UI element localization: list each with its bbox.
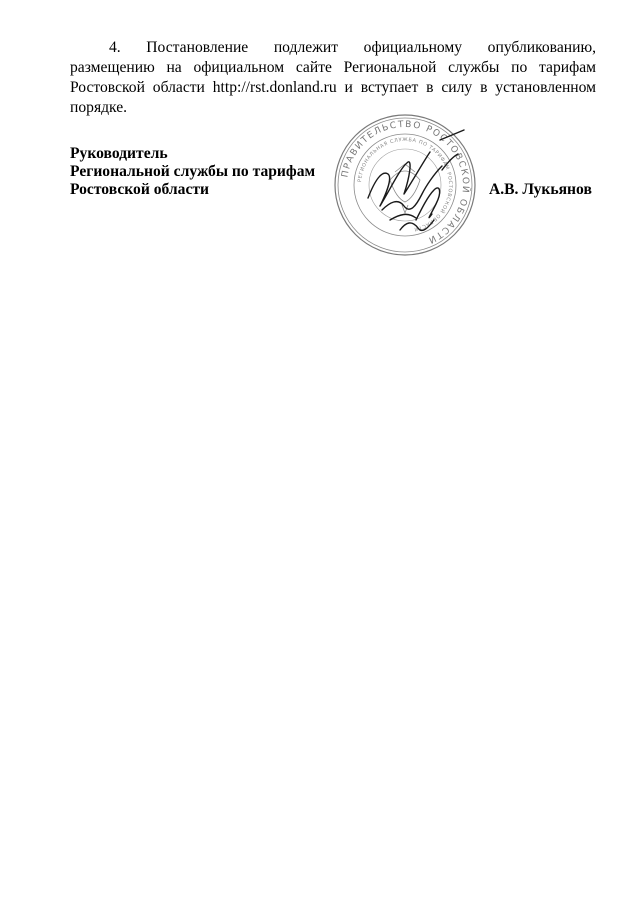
official-seal-with-signature — [330, 110, 480, 260]
svg-text:ПРАВИТЕЛЬСТВО РОСТОВСКОЙ ОБЛАС: ПРАВИТЕЛЬСТВО РОСТОВСКОЙ ОБЛАСТИ — [340, 119, 471, 246]
seal-icon — [330, 110, 480, 260]
signer-name: А.В. Лукьянов — [489, 181, 592, 198]
signer-position — [70, 145, 370, 199]
svg-text:РЕГИОНАЛЬНАЯ СЛУЖБА ПО ТАРИФАМ: РЕГИОНАЛЬНАЯ СЛУЖБА ПО ТАРИФАМ РОСТОВСКОЙ ОБЛАСТИ — [357, 136, 454, 233]
signer-position-line-3: Ростовской области — [70, 181, 210, 198]
signer-position-line-1: Руководитель — [70, 145, 168, 162]
paragraph-4: 4. Постановление подлежит официальному опубликованию, размещению на официальном сайте Региональной службы по тарифам Ростовской области http://rst.donland.ru и вступает в силу в установленном порядке. — [70, 39, 596, 116]
signer-position-line-2: Региональной службы по тарифам — [70, 163, 316, 180]
